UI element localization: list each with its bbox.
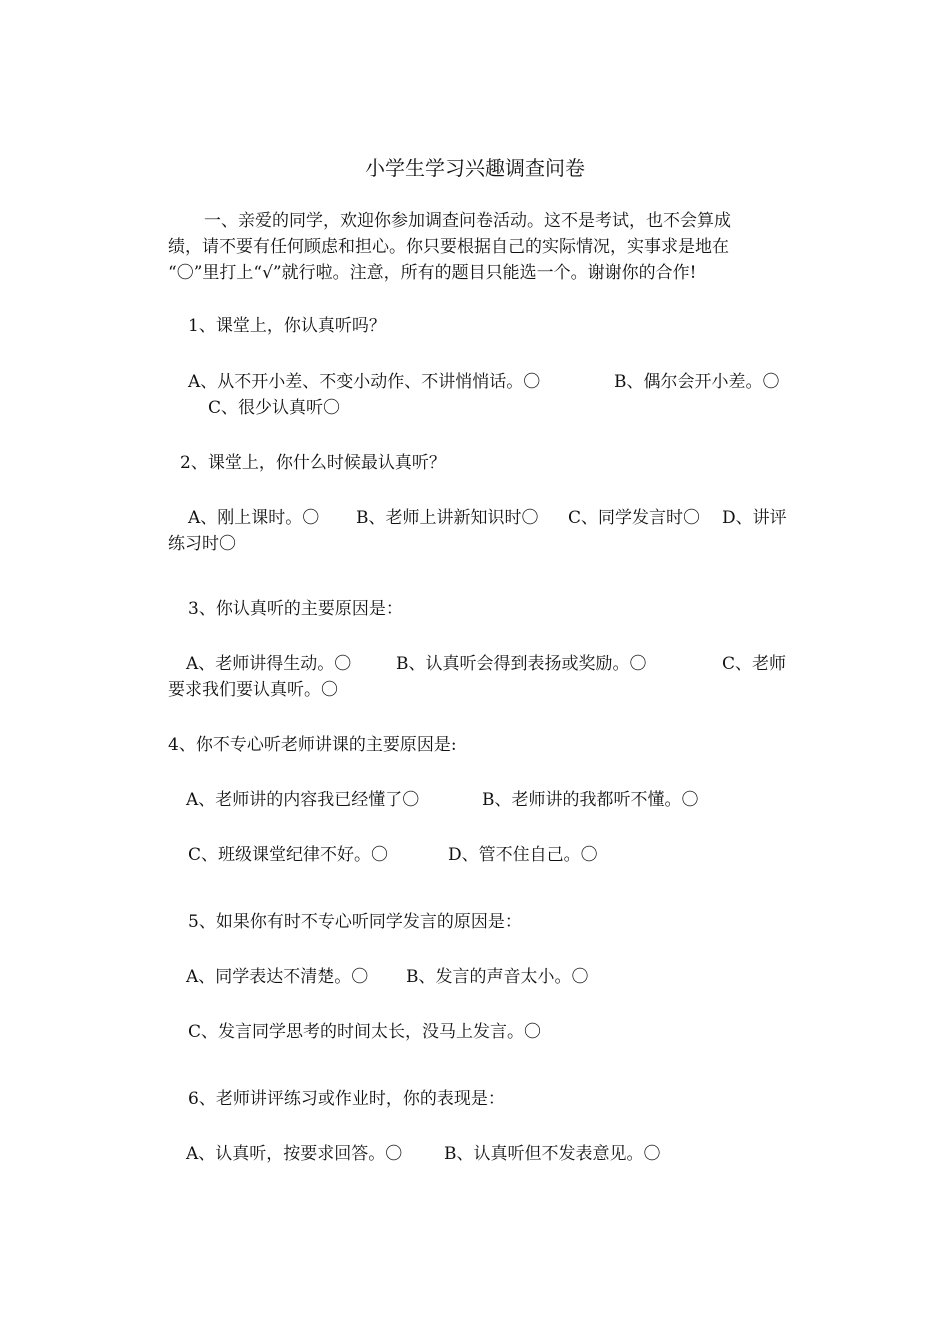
q5-option-a: A、同学表达不清楚。〇 (186, 967, 369, 987)
q4-option-c: C、班级课堂纪律不好。〇 (188, 845, 389, 865)
intro-line-2: 绩，请不要有任何顾虑和担心。你只要根据自己的实际情况，实事求是地在 (168, 237, 729, 257)
question-6: 6、老师讲评练习或作业时，你的表现是： (188, 1089, 505, 1109)
q1-option-c: C、很少认真听〇 (208, 398, 341, 418)
q3-option-b: B、认真听会得到表扬或奖励。〇 (396, 654, 647, 674)
q2-option-d: D、讲评 (722, 508, 787, 528)
q4-option-d: D、管不住自己。〇 (448, 845, 598, 865)
q3-option-a: A、老师讲得生动。〇 (186, 654, 352, 674)
question-3: 3、你认真听的主要原因是： (188, 599, 403, 619)
q4-option-b: B、老师讲的我都听不懂。〇 (482, 790, 699, 810)
question-2: 2、课堂上，你什么时候最认真听？ (180, 453, 446, 473)
q3-option-c: C、老师 (722, 654, 787, 674)
q1-option-b: B、偶尔会开小差。〇 (614, 372, 780, 392)
question-1: 1、课堂上，你认真听吗？ (188, 316, 386, 336)
q3-option-c-continued: 要求我们要认真听。〇 (168, 680, 338, 700)
q2-option-b: B、老师上讲新知识时〇 (356, 508, 539, 528)
page-title: 小学生学习兴趣调查问卷 (365, 156, 585, 180)
q6-option-a: A、认真听，按要求回答。〇 (186, 1144, 403, 1164)
intro-line-1: 一、亲爱的同学，欢迎你参加调查问卷活动。这不是考试，也不会算成 (204, 211, 731, 231)
q5-option-c: C、发言同学思考的时间太长，没马上发言。〇 (188, 1022, 542, 1042)
q2-option-c: C、同学发言时〇 (568, 508, 701, 528)
question-5: 5、如果你有时不专心听同学发言的原因是： (188, 912, 522, 932)
q4-option-a: A、老师讲的内容我已经懂了〇 (186, 790, 420, 810)
q2-option-a: A、刚上课时。〇 (188, 508, 320, 528)
question-4: 4、你不专心听老师讲课的主要原因是: (168, 735, 457, 755)
intro-line-3: “〇”里打上“√”就行啦。注意，所有的题目只能选一个。谢谢你的合作! (168, 263, 697, 283)
q6-option-b: B、认真听但不发表意见。〇 (444, 1144, 661, 1164)
intro-paragraph (168, 208, 798, 286)
q5-option-b: B、发言的声音太小。〇 (406, 967, 589, 987)
q2-option-d-continued: 练习时〇 (168, 534, 236, 554)
q1-option-a: A、从不开小差、不变小动作、不讲悄悄话。〇 (188, 372, 541, 392)
